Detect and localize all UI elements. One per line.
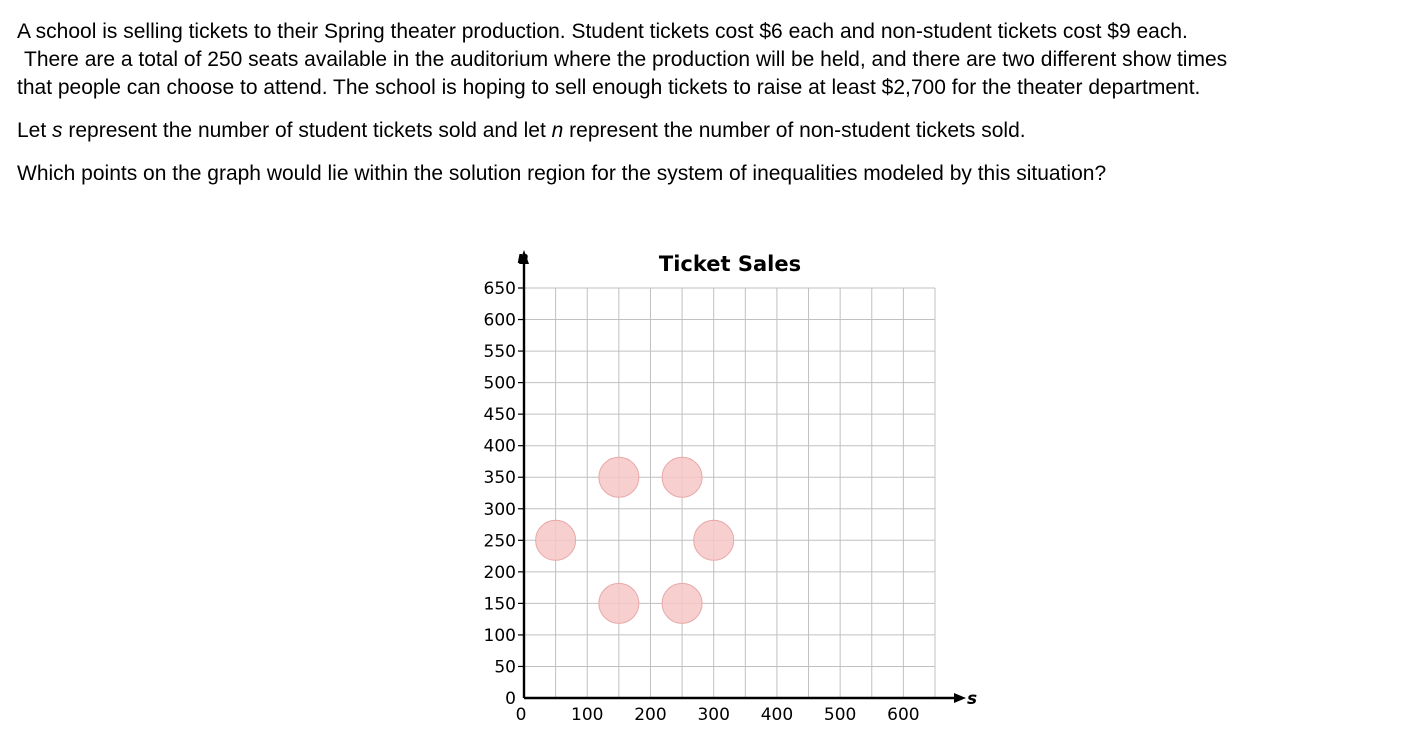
let-text-1: Let [17,119,53,142]
x-axis-arrowhead [954,693,966,703]
x-tick-label: 0 [515,705,527,725]
x-tick-label: 500 [823,705,857,725]
y-tick-label: 100 [483,625,516,646]
y-tick-label: 600 [483,310,516,331]
x-tick-label: 200 [634,705,667,725]
variable-s: s [52,119,63,142]
let-text-3: represent the number of non-student tickets sold. [563,119,1026,142]
y-tick-label: 300 [483,499,516,520]
data-point [662,583,702,623]
y-tick-label: 550 [483,342,516,363]
y-tick-label: 50 [494,657,516,678]
question-line-1: A school is selling tickets to their Spring theater production. Student tickets cost $6 each and non-student tickets cost $9 each. [17,20,1188,43]
x-tick-label: 600 [887,705,920,725]
data-point [536,520,576,560]
question-prompt: Which points on the graph would lie within the solution region for the system of inequalities modeled by this situation? [17,162,1107,185]
y-tick-label: 350 [483,468,516,489]
let-text-2: represent the number of student tickets sold and let [62,119,552,142]
y-tick-label: 200 [483,562,516,583]
y-tick-label: 400 [483,436,516,457]
data-point [662,457,702,497]
y-tick-label: 450 [483,405,516,426]
grid-lines [524,288,935,698]
variable-n: n [551,119,564,142]
x-tick-label: 100 [571,705,604,725]
data-point [599,457,639,497]
data-point [694,520,734,560]
x-tick-label: 400 [760,705,794,725]
x-tick-label: 300 [697,705,730,725]
data-point [599,583,639,623]
question-line-3: that people can choose to attend. The school is hoping to sell enough tickets to raise at least $2,700 for the theater department. [17,76,1201,99]
y-tick-label: 650 [483,279,516,299]
y-tick-label: 250 [483,531,516,552]
y-tick-label: 0 [505,689,516,709]
y-tick-label: 150 [483,594,516,615]
x-axis-label: s [966,689,978,709]
y-tick-label: 500 [483,373,516,394]
y-axis-label: n [517,248,529,267]
chart-title: Ticket Sales [658,252,802,276]
question-line-2: There are a total of 250 seats available in the auditorium where the production will be held, and there are two different show times [24,48,1228,71]
